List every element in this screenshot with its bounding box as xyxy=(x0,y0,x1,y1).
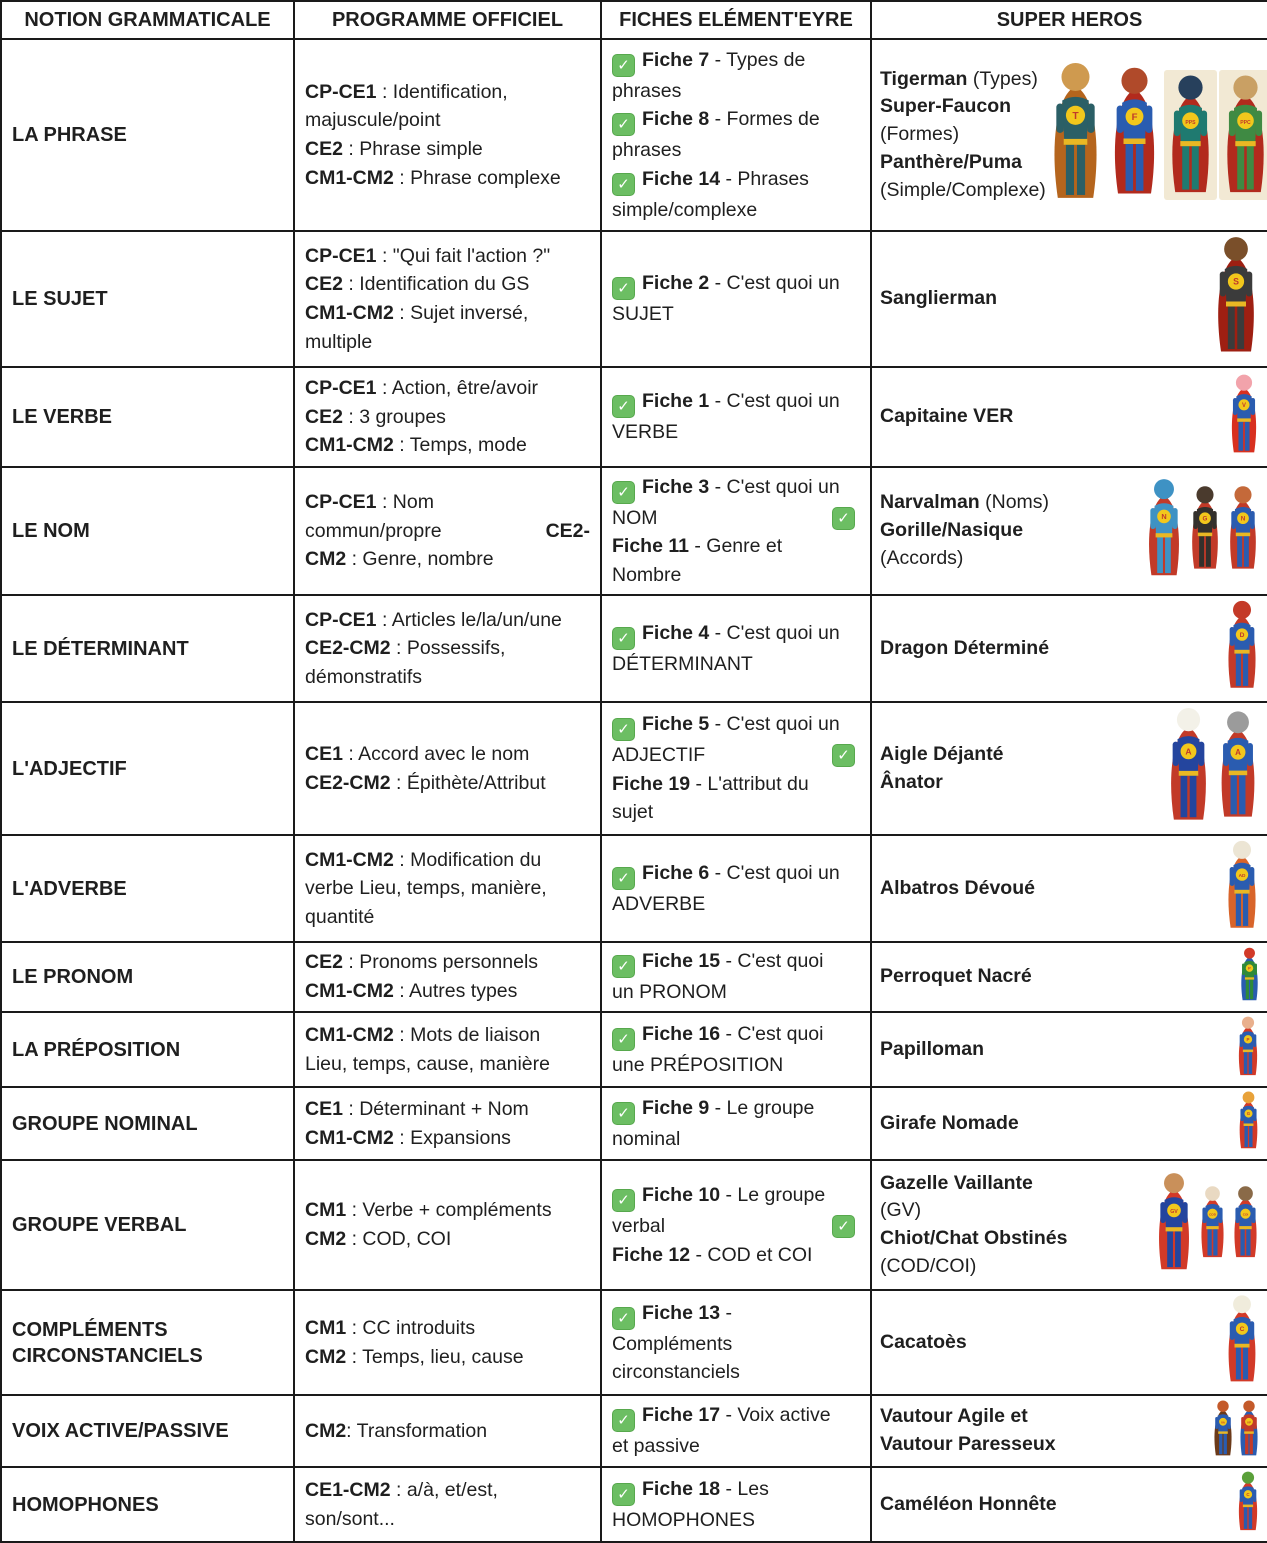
programme-line: CE1 : Déterminant + Nom xyxy=(305,1097,529,1120)
fiche-line: ✓ Fiche 2 - C'est quoi un xyxy=(612,269,862,300)
fiche-line: ✓ Fiche 5 - C'est quoi un xyxy=(612,710,862,741)
vulture-agile-hero-image xyxy=(1211,1399,1235,1464)
table-row-l-adjectif xyxy=(1,702,1267,835)
hero-images xyxy=(1223,838,1263,939)
cat-hero-image xyxy=(1230,1184,1261,1267)
gazelle-hero-image xyxy=(1153,1170,1195,1281)
hero-line: Gorille/Nasique xyxy=(880,519,1024,542)
hero-names xyxy=(880,635,1049,663)
hero-names xyxy=(880,1036,984,1064)
hero-line: Papilloman xyxy=(880,1037,985,1060)
svg-text:F: F xyxy=(1131,111,1138,123)
fiches-cell-l-adverbe xyxy=(601,835,871,942)
programme-line: Lieu, temps, cause, manière xyxy=(305,1052,550,1075)
hero-images xyxy=(1164,705,1263,832)
check-icon: ✓ xyxy=(612,955,635,978)
check-icon: ✓ xyxy=(832,1215,855,1238)
programme-cell-le-nom xyxy=(294,467,601,595)
hero-names xyxy=(880,1329,967,1357)
check-icon: ✓ xyxy=(832,744,855,767)
fiches-cell-la-phrase xyxy=(601,39,871,231)
narwhal-hero-image xyxy=(1143,476,1185,587)
column-header-heros: SUPER HEROS xyxy=(871,1,1267,39)
hero-images xyxy=(1143,476,1263,587)
programme-cell-voix-active-passive xyxy=(294,1395,601,1467)
hero-line: Narvalman (Noms) xyxy=(880,491,1050,514)
proboscis-monkey-hero-image xyxy=(1225,484,1261,579)
fiche-line: Nombre xyxy=(612,563,682,586)
heros-cell-la-preposition xyxy=(871,1012,1267,1087)
programme-line: démonstratifs xyxy=(305,665,423,688)
parrot-hero-image xyxy=(1238,946,1261,1009)
hero-images xyxy=(1236,1090,1263,1157)
fiches-cell-groupe-verbal xyxy=(601,1160,871,1290)
check-icon: ✓ xyxy=(612,1409,635,1432)
hero-images xyxy=(1211,1399,1263,1464)
check-icon: ✓ xyxy=(612,718,635,741)
hero-line: Tigerman (Types) xyxy=(880,67,1038,90)
fiche-line: phrases xyxy=(612,139,682,162)
notion-cell-le-sujet: LE SUJET xyxy=(1,231,294,367)
fiche-line: ✓ Fiche 8 - Formes de xyxy=(612,105,862,136)
hero-line: Dragon Déterminé xyxy=(880,636,1050,659)
programme-cell-le-determinant xyxy=(294,595,601,702)
fiche-line: NOM ✓ xyxy=(612,504,862,532)
table-row-complements-circonstanciels xyxy=(1,1290,1267,1395)
hero-line: Ânator xyxy=(880,770,943,793)
programme-line: CE2-CM2 : Épithète/Attribut xyxy=(305,771,546,794)
hero-line: Albatros Dévoué xyxy=(880,876,1035,899)
notion-cell-la-preposition: LA PRÉPOSITION xyxy=(1,1012,294,1087)
hero-line: (Formes) xyxy=(880,123,960,146)
hero-images xyxy=(1235,1015,1263,1084)
hero-names xyxy=(880,489,1049,572)
boar-hero-image xyxy=(1211,234,1261,364)
svg-text:VP: VP xyxy=(1246,1419,1252,1424)
programme-line: CM1-CM2 : Temps, mode xyxy=(305,434,527,457)
fiches-cell-le-determinant xyxy=(601,595,871,702)
programme-line: quantité xyxy=(305,905,375,928)
svg-text:PPC: PPC xyxy=(1240,119,1251,126)
table-row-la-phrase xyxy=(1,39,1267,231)
hero-line: Panthère/Puma xyxy=(880,150,1022,173)
heros-cell-l-adverbe xyxy=(871,835,1267,942)
fiches-cell-le-nom xyxy=(601,467,871,595)
programme-line: CM1-CM2 : Modification du xyxy=(305,848,542,871)
hero-line: Chiot/Chat Obstinés xyxy=(880,1227,1068,1249)
svg-text:COD: COD xyxy=(1209,1212,1216,1217)
hero-line: Caméléon Honnête xyxy=(880,1492,1057,1515)
fiche-line: Fiche 19 - L'attribut du xyxy=(612,772,809,795)
fiche-line: verbal ✓ xyxy=(612,1212,862,1240)
programme-line: verbe Lieu, temps, manière, xyxy=(305,877,547,900)
programme-cell-groupe-verbal xyxy=(294,1160,601,1290)
hero-names xyxy=(880,403,1013,431)
notion-cell-le-pronom: LE PRONOM xyxy=(1,942,294,1012)
svg-text:T: T xyxy=(1072,110,1079,122)
hero-line: (COD/COI) xyxy=(880,1254,977,1277)
giraffe-hero-image xyxy=(1236,1090,1261,1157)
fiche-line: sujet xyxy=(612,801,654,824)
svg-text:C: C xyxy=(1246,1491,1250,1497)
table-header-row xyxy=(1,1,1267,39)
heros-cell-le-sujet xyxy=(871,231,1267,367)
programme-cell-le-verbe xyxy=(294,367,601,467)
programme-cell-le-pronom xyxy=(294,942,601,1012)
hero-images xyxy=(1223,1293,1263,1392)
programme-cell-l-adverbe xyxy=(294,835,601,942)
svg-text:COI: COI xyxy=(1242,1212,1249,1217)
check-icon: ✓ xyxy=(612,867,635,890)
programme-cell-le-sujet xyxy=(294,231,601,367)
programme-line: CE1-CM2 : a/à, et/est, xyxy=(305,1478,498,1501)
hero-images xyxy=(1211,234,1263,364)
heros-cell-le-pronom xyxy=(871,942,1267,1012)
donkey-hero-image xyxy=(1215,708,1261,829)
svg-text:A: A xyxy=(1185,746,1192,757)
programme-line: CE2 : 3 groupes xyxy=(305,405,446,428)
check-icon: ✓ xyxy=(612,173,635,196)
puppy-hero-image xyxy=(1197,1184,1228,1267)
table-row-le-sujet xyxy=(1,231,1267,367)
fiches-cell-le-pronom xyxy=(601,942,871,1012)
check-icon: ✓ xyxy=(612,1028,635,1051)
fiches-cell-la-preposition xyxy=(601,1012,871,1087)
fiche-line: ✓ Fiche 15 - C'est quoi xyxy=(612,947,862,978)
notion-cell-la-phrase: LA PHRASE xyxy=(1,39,294,231)
fiche-line: Fiche 11 - Genre et xyxy=(612,535,783,558)
fiche-line: circonstanciels xyxy=(612,1361,740,1383)
falcon-hero-image xyxy=(1107,64,1162,207)
table-row-groupe-nominal xyxy=(1,1087,1267,1160)
svg-text:A: A xyxy=(1235,748,1241,758)
hero-line: Girafe Nomade xyxy=(880,1111,1019,1134)
column-header-programme: PROGRAMME OFFICIEL xyxy=(294,1,601,39)
hero-names xyxy=(880,285,997,313)
programme-line: CM1 : CC introduits xyxy=(305,1316,476,1339)
programme-line: CP-CE1 : Action, être/avoir xyxy=(305,377,539,400)
fiche-line: ✓ Fiche 14 - Phrases xyxy=(612,165,862,196)
table-row-l-adverbe xyxy=(1,835,1267,942)
check-icon: ✓ xyxy=(612,395,635,418)
hero-images xyxy=(1238,946,1263,1009)
svg-text:C: C xyxy=(1239,1326,1245,1334)
table-row-le-determinant xyxy=(1,595,1267,702)
eagle-hero-image xyxy=(1164,705,1213,832)
programme-line: CM1-CM2 : Mots de liaison xyxy=(305,1023,541,1046)
hero-images xyxy=(1227,372,1263,463)
heros-cell-l-adjectif xyxy=(871,702,1267,835)
hero-line: Sanglierman xyxy=(880,287,998,310)
check-icon: ✓ xyxy=(612,113,635,136)
fiche-line: ✓ Fiche 1 - C'est quoi un xyxy=(612,387,862,418)
svg-text:GV: GV xyxy=(1170,1208,1178,1215)
check-icon: ✓ xyxy=(612,1189,635,1212)
programme-line: CM1 : Verbe + compléments xyxy=(305,1199,552,1222)
cockatoo-hero-image xyxy=(1223,1293,1261,1392)
programme-line: CE2 : Pronoms personnels xyxy=(305,951,539,974)
column-header-notion: NOTION GRAMMATICALE xyxy=(1,1,294,39)
tiger-hero-image xyxy=(1046,59,1105,212)
hero-images xyxy=(1235,1470,1263,1539)
gorilla-hero-image xyxy=(1187,484,1223,579)
fiche-line: ✓ Fiche 16 - C'est quoi xyxy=(612,1020,862,1051)
hero-names xyxy=(880,963,1032,991)
programme-line: CP-CE1 : "Qui fait l'action ?" xyxy=(305,244,551,267)
programme-line: CM1-CM2 : Expansions xyxy=(305,1126,511,1149)
check-icon: ✓ xyxy=(612,627,635,650)
hero-line: Super-Faucon xyxy=(880,95,1012,118)
worm-hero-image xyxy=(1227,372,1261,463)
check-icon: ✓ xyxy=(612,481,635,504)
fiche-line: nominal xyxy=(612,1127,681,1150)
programme-cell-complements-circonstanciels xyxy=(294,1290,601,1395)
svg-text:P: P xyxy=(1246,1036,1250,1042)
hero-line: Aigle Déjanté xyxy=(880,742,1004,765)
notion-cell-groupe-verbal: GROUPE VERBAL xyxy=(1,1160,294,1290)
table-row-la-preposition xyxy=(1,1012,1267,1087)
hero-line: Cacatoès xyxy=(880,1330,967,1353)
fiche-line: ✓ Fiche 7 - Types de xyxy=(612,46,862,77)
table-row-le-verbe xyxy=(1,367,1267,467)
heros-cell-groupe-verbal xyxy=(871,1160,1267,1290)
heros-cell-homophones xyxy=(871,1467,1267,1542)
svg-text:G: G xyxy=(1202,514,1208,522)
programme-line: CE2 : Phrase simple xyxy=(305,138,483,160)
programme-line: CE2-CM2 : Possessifs, xyxy=(305,637,506,660)
svg-text:P: P xyxy=(1248,965,1251,971)
programme-line: CM2 : COD, COI xyxy=(305,1228,452,1250)
programme-line: CM2 : Temps, lieu, cause xyxy=(305,1345,524,1368)
hero-names xyxy=(880,741,1004,796)
fiche-line: ✓ Fiche 3 - C'est quoi un xyxy=(612,473,862,504)
notion-cell-complements-circonstanciels: COMPLÉMENTS CIRCONSTANCIELS xyxy=(1,1290,294,1395)
notion-cell-le-verbe: LE VERBE xyxy=(1,367,294,467)
panther-hero-image xyxy=(1164,70,1217,200)
hero-line: (GV) xyxy=(880,1199,922,1222)
table-row-le-pronom xyxy=(1,942,1267,1012)
programme-line: son/sont... xyxy=(305,1507,395,1530)
butterfly-hero-image xyxy=(1235,1015,1261,1084)
check-icon: ✓ xyxy=(612,1483,635,1506)
svg-text:N: N xyxy=(1161,511,1167,521)
programme-line: CM2 : Genre, nombre xyxy=(305,548,494,571)
svg-text:PPS: PPS xyxy=(1185,119,1196,126)
fiches-cell-le-sujet xyxy=(601,231,871,367)
albatross-hero-image xyxy=(1223,838,1261,939)
programme-line: CM1-CM2 : Phrase complexe xyxy=(305,166,561,189)
hero-names xyxy=(880,1170,1067,1281)
fiches-cell-groupe-nominal xyxy=(601,1087,871,1160)
fiche-line: un PRONOM xyxy=(612,981,727,1004)
programme-cell-groupe-nominal xyxy=(294,1087,601,1160)
check-icon: ✓ xyxy=(612,54,635,77)
check-icon: ✓ xyxy=(612,1307,635,1330)
chameleon-hero-image xyxy=(1235,1470,1261,1539)
hero-line: Capitaine VER xyxy=(880,405,1014,428)
hero-images xyxy=(1223,598,1263,699)
hero-names xyxy=(880,875,1035,903)
programme-cell-l-adjectif xyxy=(294,702,601,835)
fiche-line: ✓ Fiche 13 - xyxy=(612,1299,862,1330)
heros-cell-le-nom xyxy=(871,467,1267,595)
programme-cell-la-preposition xyxy=(294,1012,601,1087)
programme-line: CP-CE1 : Identification, xyxy=(305,80,508,103)
heros-cell-la-phrase xyxy=(871,39,1267,231)
fiches-cell-complements-circonstanciels xyxy=(601,1290,871,1395)
vulture-paresseux-hero-image xyxy=(1237,1399,1261,1464)
hero-line: Vautour Paresseux xyxy=(880,1433,1056,1455)
fiches-cell-l-adjectif xyxy=(601,702,871,835)
programme-line: CE1 : Accord avec le nom xyxy=(305,742,530,765)
fiche-line: HOMOPHONES xyxy=(612,1508,756,1531)
hero-names xyxy=(880,66,1046,204)
heros-cell-le-verbe xyxy=(871,367,1267,467)
hero-names xyxy=(880,1403,1056,1458)
check-icon: ✓ xyxy=(612,1102,635,1125)
fiches-cell-voix-active-passive xyxy=(601,1395,871,1467)
heros-cell-le-determinant xyxy=(871,595,1267,702)
fiche-line: ✓ Fiche 6 - C'est quoi un xyxy=(612,859,862,890)
notion-cell-homophones: HOMOPHONES xyxy=(1,1467,294,1542)
fiches-cell-le-verbe xyxy=(601,367,871,467)
fiche-line: VERBE xyxy=(612,421,679,444)
heros-cell-voix-active-passive xyxy=(871,1395,1267,1467)
programme-line: commun/propre CE2- xyxy=(305,519,590,542)
fiche-line: Fiche 12 - COD et COI xyxy=(612,1243,813,1266)
fiche-line: ✓ Fiche 17 - Voix active xyxy=(612,1401,862,1432)
fiche-line: ADJECTIF ✓ xyxy=(612,741,862,769)
svg-text:D: D xyxy=(1239,631,1245,639)
svg-text:VA: VA xyxy=(1221,1419,1225,1424)
hero-line: Vautour Agile et xyxy=(880,1405,1028,1428)
hero-line: (Accords) xyxy=(880,546,964,569)
notion-cell-l-adverbe: L'ADVERBE xyxy=(1,835,294,942)
hero-images xyxy=(1046,59,1267,212)
fiche-line: phrases xyxy=(612,79,682,102)
table-row-groupe-verbal xyxy=(1,1160,1267,1290)
fiche-line: une PRÉPOSITION xyxy=(612,1053,784,1076)
svg-text:AD: AD xyxy=(1238,873,1246,879)
table-row-homophones xyxy=(1,1467,1267,1542)
programme-line: multiple xyxy=(305,330,373,353)
fiche-line: et passive xyxy=(612,1435,700,1458)
puma-hero-image xyxy=(1219,70,1267,200)
hero-line: Perroquet Nacré xyxy=(880,965,1032,988)
svg-text:S: S xyxy=(1233,276,1239,287)
programme-line: CM1-CM2 : Autres types xyxy=(305,980,518,1002)
dragon-hero-image xyxy=(1223,598,1261,699)
programme-line: CP-CE1 : Articles le/la/un/une xyxy=(305,608,562,631)
notion-cell-le-determinant: LE DÉTERMINANT xyxy=(1,595,294,702)
hero-names xyxy=(880,1110,1019,1138)
hero-line: Gazelle Vaillante xyxy=(880,1171,1033,1194)
check-icon: ✓ xyxy=(612,277,635,300)
hero-line: (Simple/Complexe) xyxy=(880,178,1046,201)
programme-line: CE2 : Identification du GS xyxy=(305,273,530,296)
notion-cell-voix-active-passive: VOIX ACTIVE/PASSIVE xyxy=(1,1395,294,1467)
fiche-line: ✓ Fiche 10 - Le groupe xyxy=(612,1181,862,1212)
hero-images xyxy=(1153,1170,1263,1281)
programme-line: CM1-CM2 : Sujet inversé, xyxy=(305,302,529,324)
table-row-voix-active-passive xyxy=(1,1395,1267,1467)
fiches-cell-homophones xyxy=(601,1467,871,1542)
fiche-line: ADVERBE xyxy=(612,892,706,915)
svg-text:V: V xyxy=(1242,402,1246,409)
table-row-le-nom xyxy=(1,467,1267,595)
column-header-fiches: FICHES ELÉMENT'EYRE xyxy=(601,1,871,39)
check-icon: ✓ xyxy=(832,507,855,530)
programme-cell-homophones xyxy=(294,1467,601,1542)
notion-cell-groupe-nominal: GROUPE NOMINAL xyxy=(1,1087,294,1160)
fiche-line: ✓ Fiche 9 - Le groupe xyxy=(612,1094,862,1125)
heros-cell-complements-circonstanciels xyxy=(871,1290,1267,1395)
programme-cell-la-phrase xyxy=(294,39,601,231)
fiche-line: simple/complexe xyxy=(612,198,758,221)
fiche-line: DÉTERMINANT xyxy=(612,652,753,675)
notion-cell-le-nom: LE NOM xyxy=(1,467,294,595)
fiche-line: ✓ Fiche 4 - C'est quoi un xyxy=(612,619,862,650)
svg-text:N: N xyxy=(1240,514,1246,522)
notion-cell-l-adjectif: L'ADJECTIF xyxy=(1,702,294,835)
programme-line: majuscule/point xyxy=(305,109,441,132)
programme-line: CP-CE1 : Nom xyxy=(305,491,434,514)
fiche-line: Compléments xyxy=(612,1332,733,1355)
hero-names xyxy=(880,1491,1057,1519)
fiche-line: SUJET xyxy=(612,303,674,326)
programme-line: CM2: Transformation xyxy=(305,1419,488,1442)
svg-text:G: G xyxy=(1246,1111,1251,1117)
fiche-line: ✓ Fiche 18 - Les xyxy=(612,1475,862,1506)
heros-cell-groupe-nominal xyxy=(871,1087,1267,1160)
